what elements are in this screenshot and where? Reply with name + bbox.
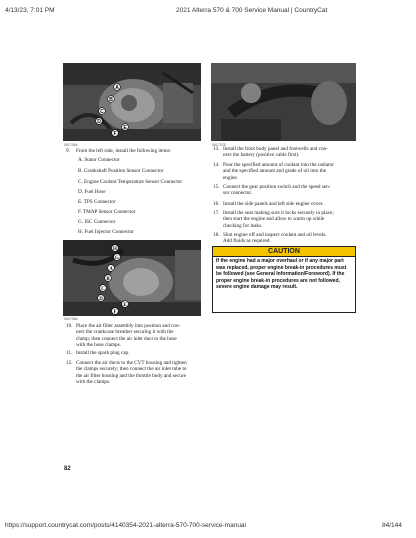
header-title: 2021 Alterra 570 & 700 Service Manual | CountryCat (176, 7, 328, 14)
item-b: B. Crankshaft Position Sensor Connector (78, 168, 164, 174)
step-text: Install the front body panel and footwells and con- nect the battery (positive cable first). (223, 146, 328, 159)
callout-g: G (115, 255, 119, 261)
page-number: 82 (64, 466, 71, 472)
step-14 (213, 162, 359, 182)
step-number: 16. (213, 201, 220, 207)
callout-c: C (101, 286, 105, 292)
step-number: 13. (213, 146, 220, 152)
caution-text: If the engine had a major overhaul or if any major part was replaced, proper engine break-in procedures must be followed (see General Information/Foreword). If the proper engine break-in procedures are not followed, severe engine damage may result. (216, 258, 347, 291)
step-number: 17. (213, 210, 220, 216)
step-11 (66, 350, 206, 357)
step-number: 10. (66, 323, 73, 329)
figure-label: 0017064 (64, 143, 78, 147)
caution-box (212, 246, 356, 313)
item-f: F. TMAP Sensor Connector (78, 209, 136, 215)
figure-1-callouts (63, 63, 201, 141)
footer-page-count: 84/144 (382, 522, 402, 529)
callout-c: C (100, 108, 104, 115)
item-h: H. Fuel Injector Connector (78, 229, 134, 235)
callout-b: B (109, 96, 113, 103)
step-text: Shut engine off and inspect coolant and oil levels. Add fluids as required. (223, 232, 327, 245)
step-text: Install the spark plug cap. (76, 350, 130, 356)
header-datetime: 4/13/23, 7:01 PM (5, 7, 55, 14)
step-text: From the left side, install the following items: (76, 148, 172, 154)
callout-e: E (123, 302, 127, 308)
item-e: E. TPS Connector (78, 199, 116, 205)
callout-f: F (113, 130, 117, 137)
step-text: Install the side panels and left side engine cover. (223, 201, 324, 207)
step-number: 18. (213, 232, 220, 238)
caution-title: CAUTION (213, 247, 355, 257)
item-a: A. Stator Connector (78, 157, 120, 163)
step-15 (213, 184, 359, 197)
callout-d: D (99, 296, 103, 302)
step-text: Connect the air ducts to the CVT housing and tighten the clamps securely; then connect the air inlet tube to the air filter housing and the throttle body and secure with the clamps. (76, 360, 187, 386)
figure-label: 0017064 (64, 317, 78, 321)
step-text: Pour the specified amount of coolant into the radiator and the specified amount and grade of oil into the engine. (223, 162, 334, 181)
step-number: 12. (66, 360, 73, 366)
step-13 (213, 146, 359, 159)
item-g: G. ISC Connector (78, 219, 116, 225)
step-text: Connect the gear position switch and the speed sen- sor connector. (223, 184, 331, 197)
callout-e: E (123, 124, 127, 131)
callout-a: A (115, 84, 119, 91)
item-d: D. Fuel Hose (78, 189, 106, 195)
engine-photo-intake (211, 63, 356, 141)
step-18 (213, 232, 359, 245)
step-number: 11. (66, 350, 73, 356)
step-16 (213, 201, 359, 208)
callout-f: F (113, 309, 117, 315)
figure-label: 0017078 (212, 143, 226, 147)
step-17 (213, 210, 359, 230)
step-number: 15. (213, 184, 220, 190)
step-text: Place the air filter assembly into position and con- nect the crankcase breather securing it with the clamp; then connect the air inlet duct to the hose with the hose clamps. (76, 323, 181, 349)
item-c: C. Engine Coolant Temperature Sensor Connector (78, 179, 183, 185)
callout-d: D (97, 118, 101, 125)
callout-a: A (109, 266, 113, 272)
step-number: 14. (213, 162, 220, 168)
step-number: 9. (66, 148, 70, 154)
callout-h: H (113, 246, 117, 252)
footer-url[interactable]: https://support.countrycat.com/posts/4140354-2021-alterra-570-700-service-manual (5, 522, 246, 529)
figure-3-callouts (63, 240, 201, 316)
step-12 (66, 360, 206, 386)
step-text: Install the seat making sure it locks securely in place; then start the engine and allow to warm up while checking for leaks. (223, 210, 334, 229)
callout-b: B (106, 276, 110, 282)
step-10 (66, 323, 206, 349)
